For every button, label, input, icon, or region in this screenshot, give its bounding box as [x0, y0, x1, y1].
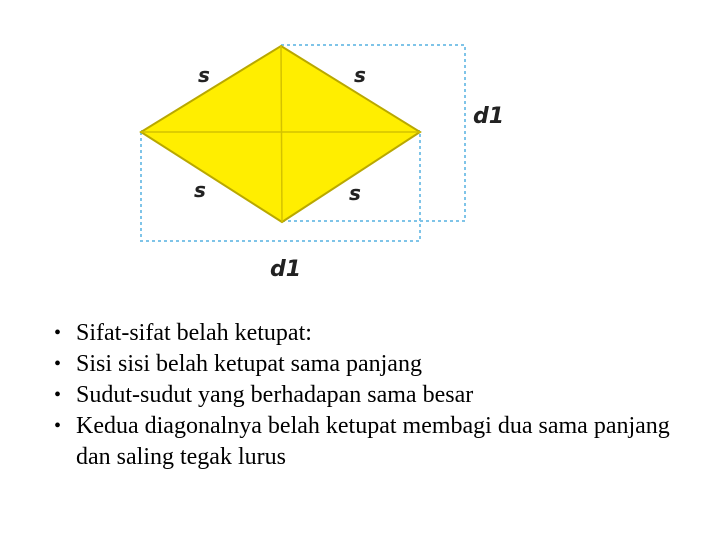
list-item-text: Sifat-sifat belah ketupat:: [76, 320, 312, 346]
list-item: [50, 349, 690, 380]
vertical-diagonal: [281, 46, 282, 222]
bullet-icon: •: [54, 322, 62, 344]
diagonal-label-bottom: d1: [270, 257, 302, 282]
side-label-top-left: s: [198, 63, 210, 87]
list-item: [50, 318, 690, 349]
properties-list: [50, 318, 690, 473]
side-label-top-right: s: [354, 63, 366, 87]
side-label-bottom-right: s: [349, 181, 361, 205]
diagonal-label-right: d1: [473, 104, 505, 129]
list-item-text: Kedua diagonalnya belah ketupat membagi dua sama panjang dan saling tegak lurus: [76, 413, 670, 470]
bullet-icon: •: [54, 384, 62, 406]
list-item-text: Sudut-sudut yang berhadapan sama besar: [76, 382, 474, 408]
list-item-text: Sisi sisi belah ketupat sama panjang: [76, 351, 422, 377]
bullet-icon: •: [54, 353, 62, 375]
list-item: [50, 411, 690, 473]
side-label-bottom-left: s: [194, 178, 206, 202]
bullet-icon: •: [54, 415, 62, 437]
list-item: [50, 380, 690, 411]
